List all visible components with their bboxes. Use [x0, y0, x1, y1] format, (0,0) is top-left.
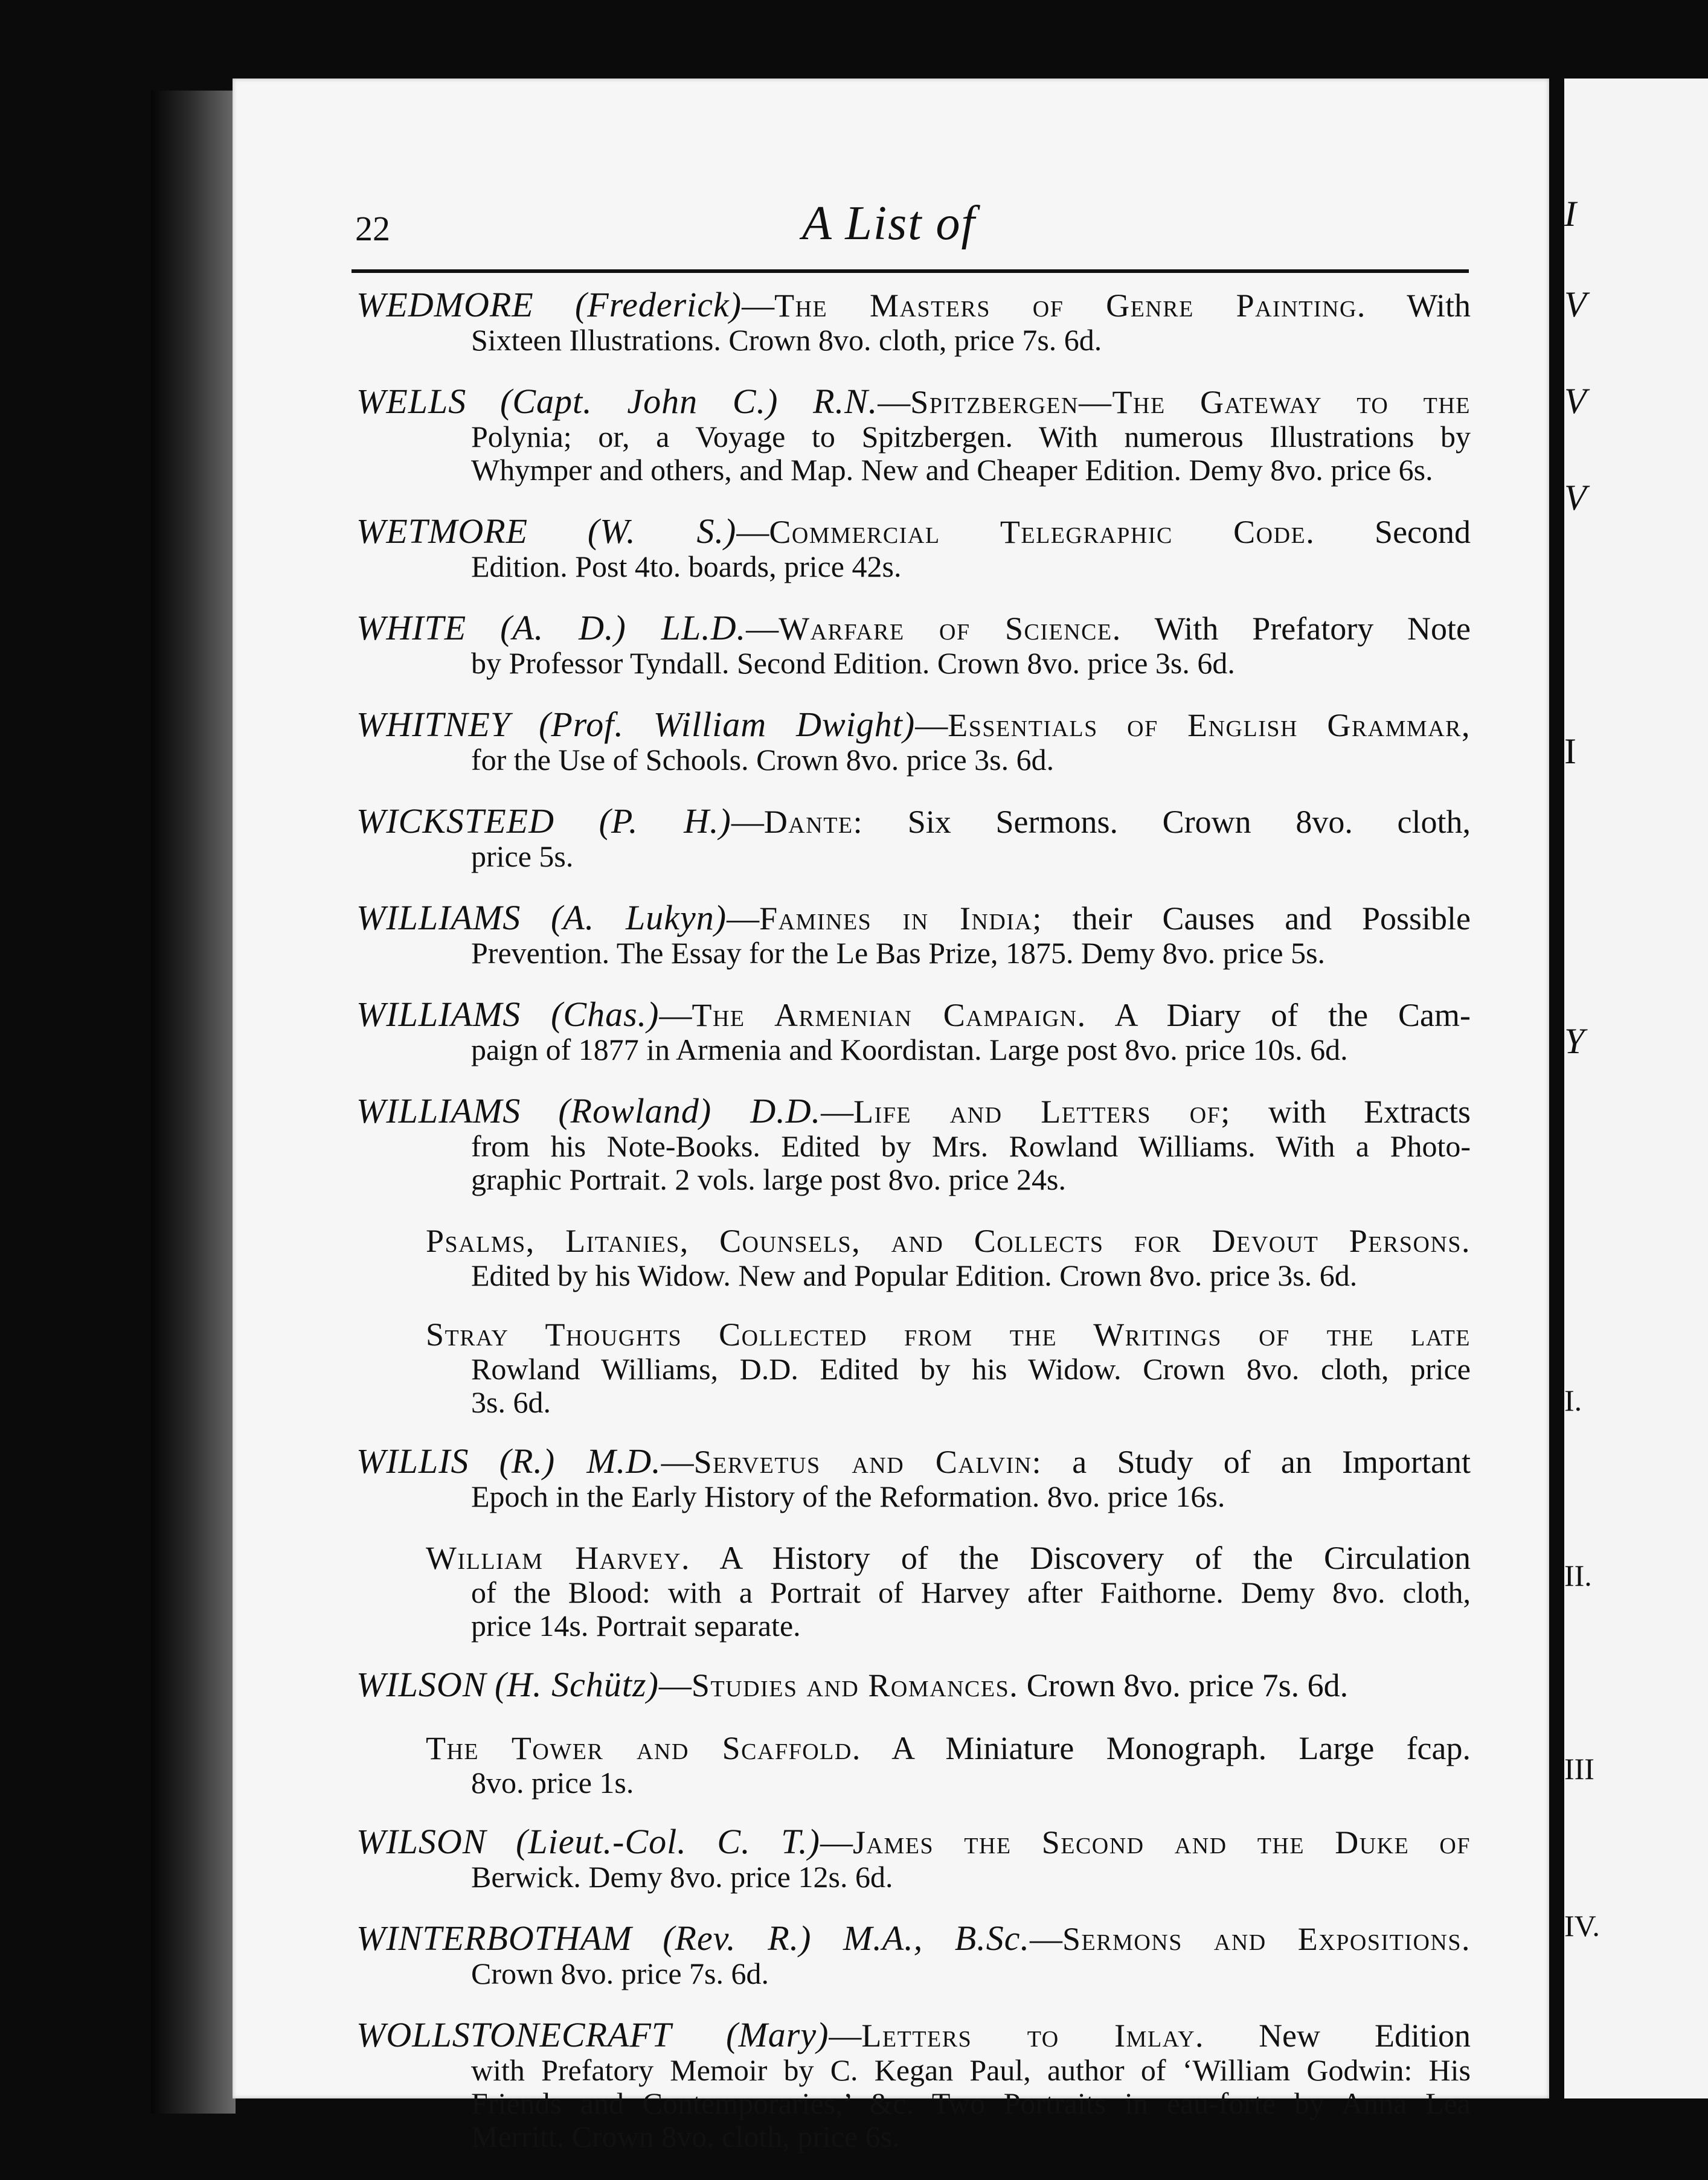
entry-description — [356, 1033, 1471, 1066]
entry-title: The Armenian Campaign. — [692, 997, 1087, 1033]
page-header — [355, 196, 1469, 269]
entry-description — [356, 743, 1471, 777]
entry-title: Dante: — [763, 804, 864, 840]
facing-page-fragment: Y — [1564, 1021, 1585, 1061]
catalogue-entry — [356, 996, 1471, 1066]
facing-page-fragment: V — [1564, 478, 1587, 518]
entry-author-qualifier: (A. Lukyn) — [550, 898, 727, 937]
entry-author: WHITNEY — [356, 705, 511, 744]
entry-heading-line: WILSON (H. Schütz)—Studies and Romances. Crown 8vo. price 7s. 6d. — [356, 1665, 1349, 1704]
entry-author: WILLIAMS — [356, 898, 521, 937]
entry-heading-line: WILLIS (R.) M.D.—Servetus and Calvin: a Study of an Important — [356, 1441, 1471, 1481]
entry-description — [356, 1130, 1471, 1196]
page-number: 22 — [355, 209, 390, 248]
entry-description-line: Rowland Williams, D.D. Edited by his Widow. Crown 8vo. cloth, price — [471, 1352, 1471, 1386]
entry-description-line: graphic Portrait. 2 vols. large post 8vo. price 24s. — [471, 1162, 1067, 1196]
facing-page-fragment: III — [1564, 1752, 1594, 1786]
catalogue-entry — [356, 1920, 1471, 1990]
entry-description — [356, 1259, 1471, 1292]
entry-heading-tail: With — [1407, 287, 1471, 324]
entry-description — [356, 550, 1471, 583]
entry-author-qualifier: (A. D.) LL.D. — [500, 608, 746, 647]
entry-description — [356, 2054, 1471, 2153]
entry-heading-line: WHITE (A. D.) LL.D.—Warfare of Science. With Prefatory Note — [356, 608, 1471, 647]
entry-heading-line: WINTERBOTHAM (Rev. R.) M.A., B.Sc.—Sermons and Expositions. — [356, 1919, 1471, 1958]
entry-heading-tail: A History of the Discovery of the Circulation — [719, 1540, 1471, 1576]
entry-heading-line — [356, 1316, 1471, 1353]
entry-heading-line: WILLIAMS (A. Lukyn)—Famines in India; their Causes and Possible — [356, 898, 1471, 937]
catalogue-entry — [356, 1824, 1471, 1894]
entry-description-line: 3s. 6d. — [471, 1385, 551, 1419]
entry-author: WELLS — [356, 382, 467, 421]
entry-author-qualifier: (W. S.) — [587, 511, 737, 551]
entry-heading-line: WEDMORE (Frederick)—The Masters of Genre Painting. With — [356, 285, 1471, 324]
catalogue-entry — [356, 610, 1471, 680]
facing-page-fragment: IV. — [1564, 1909, 1600, 1943]
entry-author: WILSON — [356, 1822, 487, 1861]
entry-description — [356, 1480, 1471, 1513]
entry-title: Commercial Telegraphic Code. — [769, 514, 1315, 550]
facing-page-fragment: I — [1564, 194, 1576, 234]
entry-title: Spitzbergen—The Gateway to the — [910, 384, 1471, 420]
entry-heading-line: WELLS (Capt. John C.) R.N.—Spitzbergen—The Gateway to the — [356, 382, 1471, 421]
entry-description-line: by Professor Tyndall. Second Edition. Crown 8vo. price 3s. 6d. — [471, 646, 1235, 680]
entry-heading-line — [356, 1540, 1471, 1576]
entry-author: WILSON — [356, 1665, 487, 1704]
catalogue-entry — [356, 513, 1471, 583]
entry-title: Servetus and Calvin: — [693, 1444, 1042, 1480]
entry-title: Essentials of English Grammar, — [948, 707, 1471, 743]
entry-title: Sermons and Expositions. — [1062, 1921, 1471, 1957]
entry-title: Psalms, Litanies, Counsels, and Collects for Devout Persons. — [426, 1223, 1471, 1259]
entry-heading-tail: Six Sermons. Crown 8vo. cloth, — [907, 804, 1471, 840]
catalogue-entry — [356, 1443, 1471, 1513]
entry-author: WINTERBOTHAM — [356, 1919, 632, 1958]
catalogue-subentry — [356, 1540, 1471, 1643]
entry-author-qualifier: (P. H.) — [599, 801, 731, 841]
entry-description-line: Edition. Post 4to. boards, price 42s. — [471, 550, 902, 583]
entry-author-qualifier: (Chas.) — [551, 995, 660, 1034]
entry-description — [356, 1957, 1471, 1990]
facing-page-edge — [1564, 79, 1708, 2098]
entry-author: WICKSTEED — [356, 801, 554, 841]
entry-title: Stray Thoughts Collected from the Writings of the late — [426, 1316, 1471, 1353]
catalogue-entry — [356, 803, 1471, 873]
entry-description-line: paign of 1877 in Armenia and Koordistan. Large post 8vo. price 10s. 6d. — [471, 1033, 1348, 1066]
entry-author-qualifier: (Lieut.-Col. C. T.) — [516, 1822, 820, 1861]
entry-title: William Harvey. — [426, 1540, 691, 1576]
header-rule — [352, 269, 1469, 273]
entry-description-line: Crown 8vo. price 7s. 6d. — [471, 1957, 769, 1990]
entry-author-qualifier: (Capt. John C.) R.N. — [500, 382, 878, 421]
entry-author-qualifier: (H. Schütz) — [494, 1665, 659, 1704]
facing-page-fragment: II. — [1564, 1559, 1592, 1592]
entry-description-line: of the Blood: with a Portrait of Harvey after Faithorne. Demy 8vo. cloth, — [471, 1576, 1471, 1609]
running-title: A List of — [802, 197, 976, 250]
entry-description-line: Sixteen Illustrations. Crown 8vo. cloth, price 7s. 6d. — [471, 323, 1102, 357]
entry-author-qualifier: (Frederick) — [574, 285, 742, 324]
entry-heading-line: WHITNEY (Prof. William Dwight)—Essentials of English Grammar, — [356, 705, 1471, 744]
entry-heading-line: WOLLSTONECRAFT (Mary)—Letters to Imlay. New Edition — [356, 2015, 1471, 2054]
entry-description — [356, 647, 1471, 680]
entry-author: WHITE — [356, 608, 467, 647]
entry-description-line: Merritt. Crown 8vo. cloth, price 6s. — [471, 2120, 900, 2153]
entry-author-qualifier: (Rev. R.) M.A., B.Sc. — [663, 1919, 1030, 1958]
book-gutter-shadow — [151, 91, 236, 2114]
entry-description-line: with Prefatory Memoir by C. Kegan Paul, author of ‘William Godwin: His — [471, 2053, 1471, 2087]
entry-author: WOLLSTONECRAFT — [356, 2015, 672, 2054]
entry-heading-tail: A Diary of the Cam- — [1114, 997, 1471, 1033]
catalogue-subentry — [356, 1223, 1471, 1292]
entry-description — [356, 420, 1471, 487]
entry-heading-line — [356, 1730, 1471, 1766]
catalogue-entry — [356, 707, 1471, 777]
entry-heading-tail: their Causes and Possible — [1072, 900, 1471, 937]
entry-author: WILLIAMS — [356, 995, 521, 1034]
entry-heading-line: WILLIAMS (Rowland) D.D.—Life and Letters of; with Extracts — [356, 1091, 1471, 1130]
entry-author: WETMORE — [356, 511, 528, 551]
entry-description — [356, 840, 1471, 873]
entry-title: James the Second and the Duke of — [852, 1824, 1471, 1861]
entry-heading-tail: Second — [1375, 514, 1471, 550]
catalogue-entry — [356, 383, 1471, 487]
entry-heading-line: WILLIAMS (Chas.)—The Armenian Campaign. A Diary of the Cam- — [356, 995, 1471, 1034]
entry-heading-tail: a Study of an Important — [1072, 1444, 1471, 1480]
entry-heading-tail: Crown 8vo. price 7s. 6d. — [1026, 1667, 1349, 1704]
catalogue-entry — [356, 900, 1471, 970]
entry-title: Studies and Romances. — [691, 1667, 1019, 1704]
entry-heading-tail: with Extracts — [1268, 1094, 1471, 1130]
entry-author-qualifier: (Rowland) D.D. — [558, 1091, 821, 1130]
entry-author: WILLIS — [356, 1441, 469, 1481]
entry-description — [356, 1353, 1471, 1419]
entry-description-line: Epoch in the Early History of the Reformation. 8vo. price 16s. — [471, 1480, 1225, 1513]
entry-description-line: Whymper and others, and Map. New and Cheaper Edition. Demy 8vo. price 6s. — [471, 453, 1433, 487]
entry-title: Letters to Imlay. — [861, 2018, 1205, 2054]
entry-description — [356, 1576, 1471, 1643]
entry-description — [356, 937, 1471, 970]
entry-title: Warfare of Science. — [779, 611, 1122, 647]
entry-author: WEDMORE — [356, 285, 534, 324]
facing-page-fragment: V — [1564, 381, 1587, 421]
entry-description-line: from his Note-Books. Edited by Mrs. Rowland Williams. With a Photo- — [471, 1129, 1471, 1163]
entry-description-line: Prevention. The Essay for the Le Bas Prize, 1875. Demy 8vo. price 5s. — [471, 936, 1326, 970]
catalogue-subentry — [356, 1316, 1471, 1419]
entry-description-line: for the Use of Schools. Crown 8vo. price 3s. 6d. — [471, 743, 1055, 777]
entry-description-line: 8vo. price 1s. — [471, 1766, 634, 1800]
entry-heading-tail: New Edition — [1259, 2018, 1471, 2054]
entry-heading-line: WICKSTEED (P. H.)—Dante: Six Sermons. Crown 8vo. cloth, — [356, 801, 1471, 841]
catalogue-entry — [356, 2017, 1471, 2153]
entry-title: The Tower and Scaffold. — [426, 1730, 861, 1766]
entry-heading-tail: With Prefatory Note — [1154, 611, 1471, 647]
entry-heading-line: WILSON (Lieut.-Col. C. T.)—James the Second and the Duke of — [356, 1822, 1471, 1861]
facing-page-fragment: V — [1564, 284, 1587, 324]
catalogue-entry — [356, 1667, 1471, 1704]
entry-description-line: price 5s. — [471, 839, 574, 873]
entry-title: Life and Letters of; — [853, 1094, 1231, 1130]
entry-description-line: Polynia; or, a Voyage to Spitzbergen. With numerous Illustrations by — [471, 420, 1471, 454]
entry-title: Famines in India; — [759, 900, 1042, 937]
entry-description-line: Friends and Contemporaries,’ &c. Two Portraits in eau-forte by Anna Lea — [471, 2086, 1471, 2120]
entry-title: The Masters of Genre Painting. — [774, 287, 1366, 324]
entry-author-qualifier: (R.) M.D. — [499, 1441, 661, 1481]
entry-author: WILLIAMS — [356, 1091, 521, 1130]
catalogue-list — [356, 287, 1471, 2180]
entry-description — [356, 1861, 1471, 1894]
facing-page-fragment: I. — [1564, 1383, 1582, 1417]
entry-heading-line: WETMORE (W. S.)—Commercial Telegraphic Code. Second — [356, 511, 1471, 551]
catalogue-entry — [356, 1093, 1471, 1196]
catalogue-entry — [356, 287, 1471, 357]
entry-description — [356, 324, 1471, 357]
entry-description-line: price 14s. Portrait separate. — [471, 1609, 801, 1643]
catalogue-subentry — [356, 1730, 1471, 1800]
entry-heading-tail: A Miniature Monograph. Large fcap. — [891, 1730, 1471, 1766]
entry-description-line: Berwick. Demy 8vo. price 12s. 6d. — [471, 1860, 893, 1894]
entry-description — [356, 1766, 1471, 1800]
entry-author-qualifier: (Mary) — [726, 2015, 829, 2054]
entry-heading-line — [356, 1223, 1471, 1259]
facing-page-fragment: I — [1564, 731, 1576, 771]
entry-description-line: Edited by his Widow. New and Popular Edition. Crown 8vo. price 3s. 6d. — [471, 1258, 1358, 1292]
entry-author-qualifier: (Prof. William Dwight) — [539, 705, 916, 744]
